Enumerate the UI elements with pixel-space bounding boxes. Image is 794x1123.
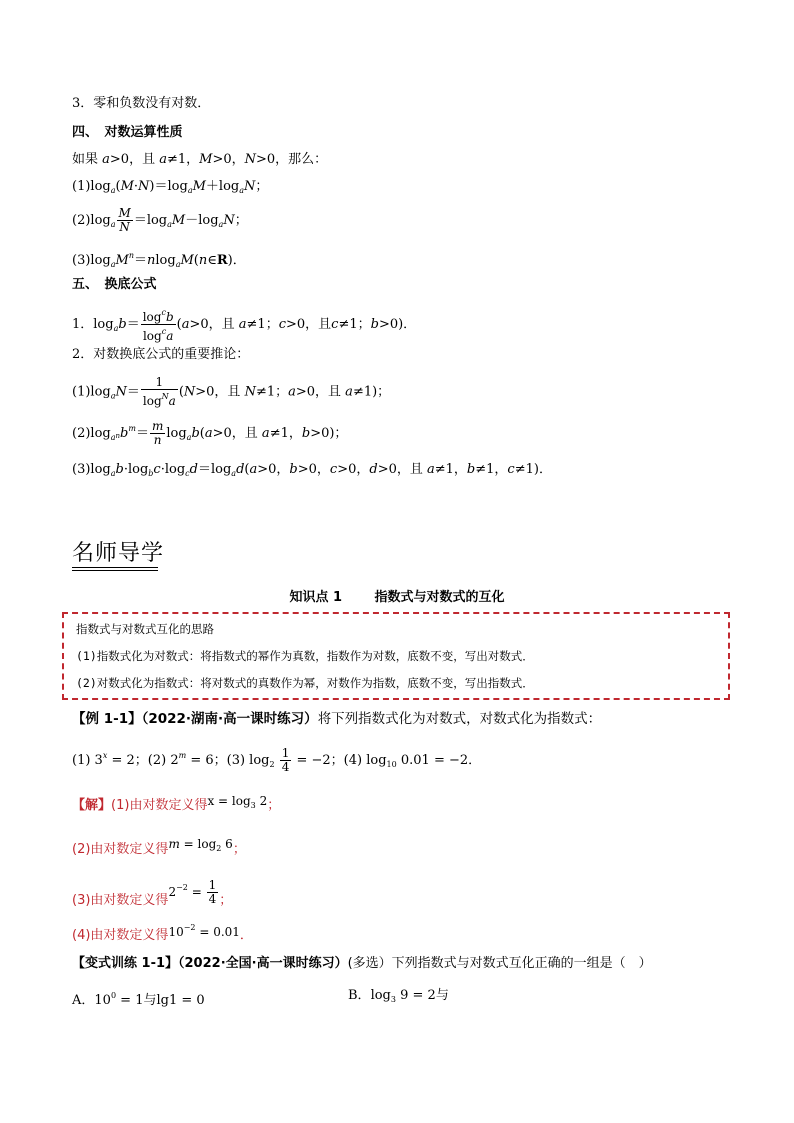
solution-2-prefix: 由对数定义得 (90, 842, 169, 857)
example-tag: 【例 1-1】 (72, 711, 142, 727)
change-of-base-formula: 1．$\log_ab=$ $\frac{\log^cb}{\log^ca}$ (a>0，且 a≠1；c>0，且c≠1；b>0)． (72, 308, 417, 343)
tips-title: 指数式与对数式互化的思路 (76, 622, 214, 636)
solution-1-prefix: 由对数定义得 (129, 798, 208, 813)
knowledge-point-label: 知识点 1 (289, 590, 343, 605)
solution-3-prefix: 由对数定义得 (90, 893, 169, 908)
knowledge-point-name: 指数式与对数式的互化 (374, 590, 505, 605)
example-prompt: 将下列指数式化为对数式，对数式化为指数式： (317, 711, 602, 727)
option-a-with: 与 (143, 993, 157, 1008)
section-4-condition: 如果 a>0，且 a≠1，M>0，N>0，那么： (72, 152, 328, 167)
exercise-tag: 【变式训练 1-1】 (72, 956, 179, 971)
tips-item-2: (2)对数式化为指数式：将对数式的真数作为幂，对数作为指数，底数不变，写出指数式． (76, 676, 534, 690)
property-2: $(2)\log_a$ $\frac{M}{N}$ $=\log_aM-\log_aN$； (72, 206, 248, 234)
solution-3: (3)由对数定义得$2^{-2}$ = $\frac{1}{4}$ ； (72, 878, 233, 908)
exercise-1-1 (72, 956, 652, 972)
section-5-title: 五、 换底公式 (72, 277, 157, 292)
zero-negative-no-log: 3．零和负数没有对数． (72, 96, 211, 111)
property-3: $(3)\log_aM^n=nlog_aM(n\in R)$． (72, 251, 246, 269)
option-a: A．$10^0 = 1$与lg1 = 0 (72, 991, 205, 1008)
solution-4: (4)由对数定义得$10^{-2} = 0.01$． (72, 923, 253, 943)
option-b: B．$\log_3 9 = 2$与 (348, 988, 449, 1004)
section-4-title: 四、 对数运算性质 (72, 125, 183, 140)
corollary-1: $(1)\log_aN=$ $\frac{1}{\log^Na}$ (N>0，且 N≠1；a>0，且 a≠1)； (72, 375, 391, 408)
heading-underline-2 (72, 570, 158, 571)
exercise-prompt: (多选）下列指数式与对数式互化正确的一组是（ ） (347, 956, 652, 971)
example-items: (1) $3^x = 2$；(2) $2^m = 6$；(3) $\log_2$ $\frac{1}{4}$ = −2；(4) $\log_{10} 0.01 = -2$． (72, 746, 482, 774)
property-1: $(1)\log_a(M\cdot N)=\log_aM+\log_aN$； (72, 179, 269, 195)
heading-underline (72, 567, 158, 568)
tips-item-1: (1)指数式化为对数式：将指数式的幂作为真数，指数作为对数，底数不变，写出对数式． (76, 649, 534, 663)
example-1-1 (72, 711, 601, 727)
corollary-2: $(2)\log_{a^n}b^m=$ $\frac{m}{n}$ $\log_ab(a>0$，且 a≠1，b>0)； (72, 419, 348, 447)
corollary-heading: 2．对数换底公式的重要推论： (72, 347, 250, 362)
solution-2: (2)由对数定义得$m = \log_2 6$； (72, 837, 246, 857)
solution-4-prefix: 由对数定义得 (90, 928, 169, 943)
solution-1: 【解】(1)由对数定义得$x = \log_3 2$； (72, 794, 281, 813)
option-b-with: 与 (435, 988, 449, 1003)
option-a-label: A． (72, 993, 95, 1008)
section-heading: 名师导学 (72, 541, 165, 566)
exercise-source: （2022·全国·高一课时练习） (178, 956, 348, 971)
knowledge-point-title (0, 586, 794, 605)
corollary-3: $(3)\log_ab\cdot\log_bc\cdot\log_cd=\log_ad(a>0$，b>0，c>0，d>0，且 a≠1，b≠1，c≠1)． (72, 462, 552, 478)
example-source: （2022·湖南·高一课时练习） (141, 711, 318, 727)
option-b-label: B． (348, 988, 371, 1003)
solution-tag: 【解】 (72, 798, 112, 813)
